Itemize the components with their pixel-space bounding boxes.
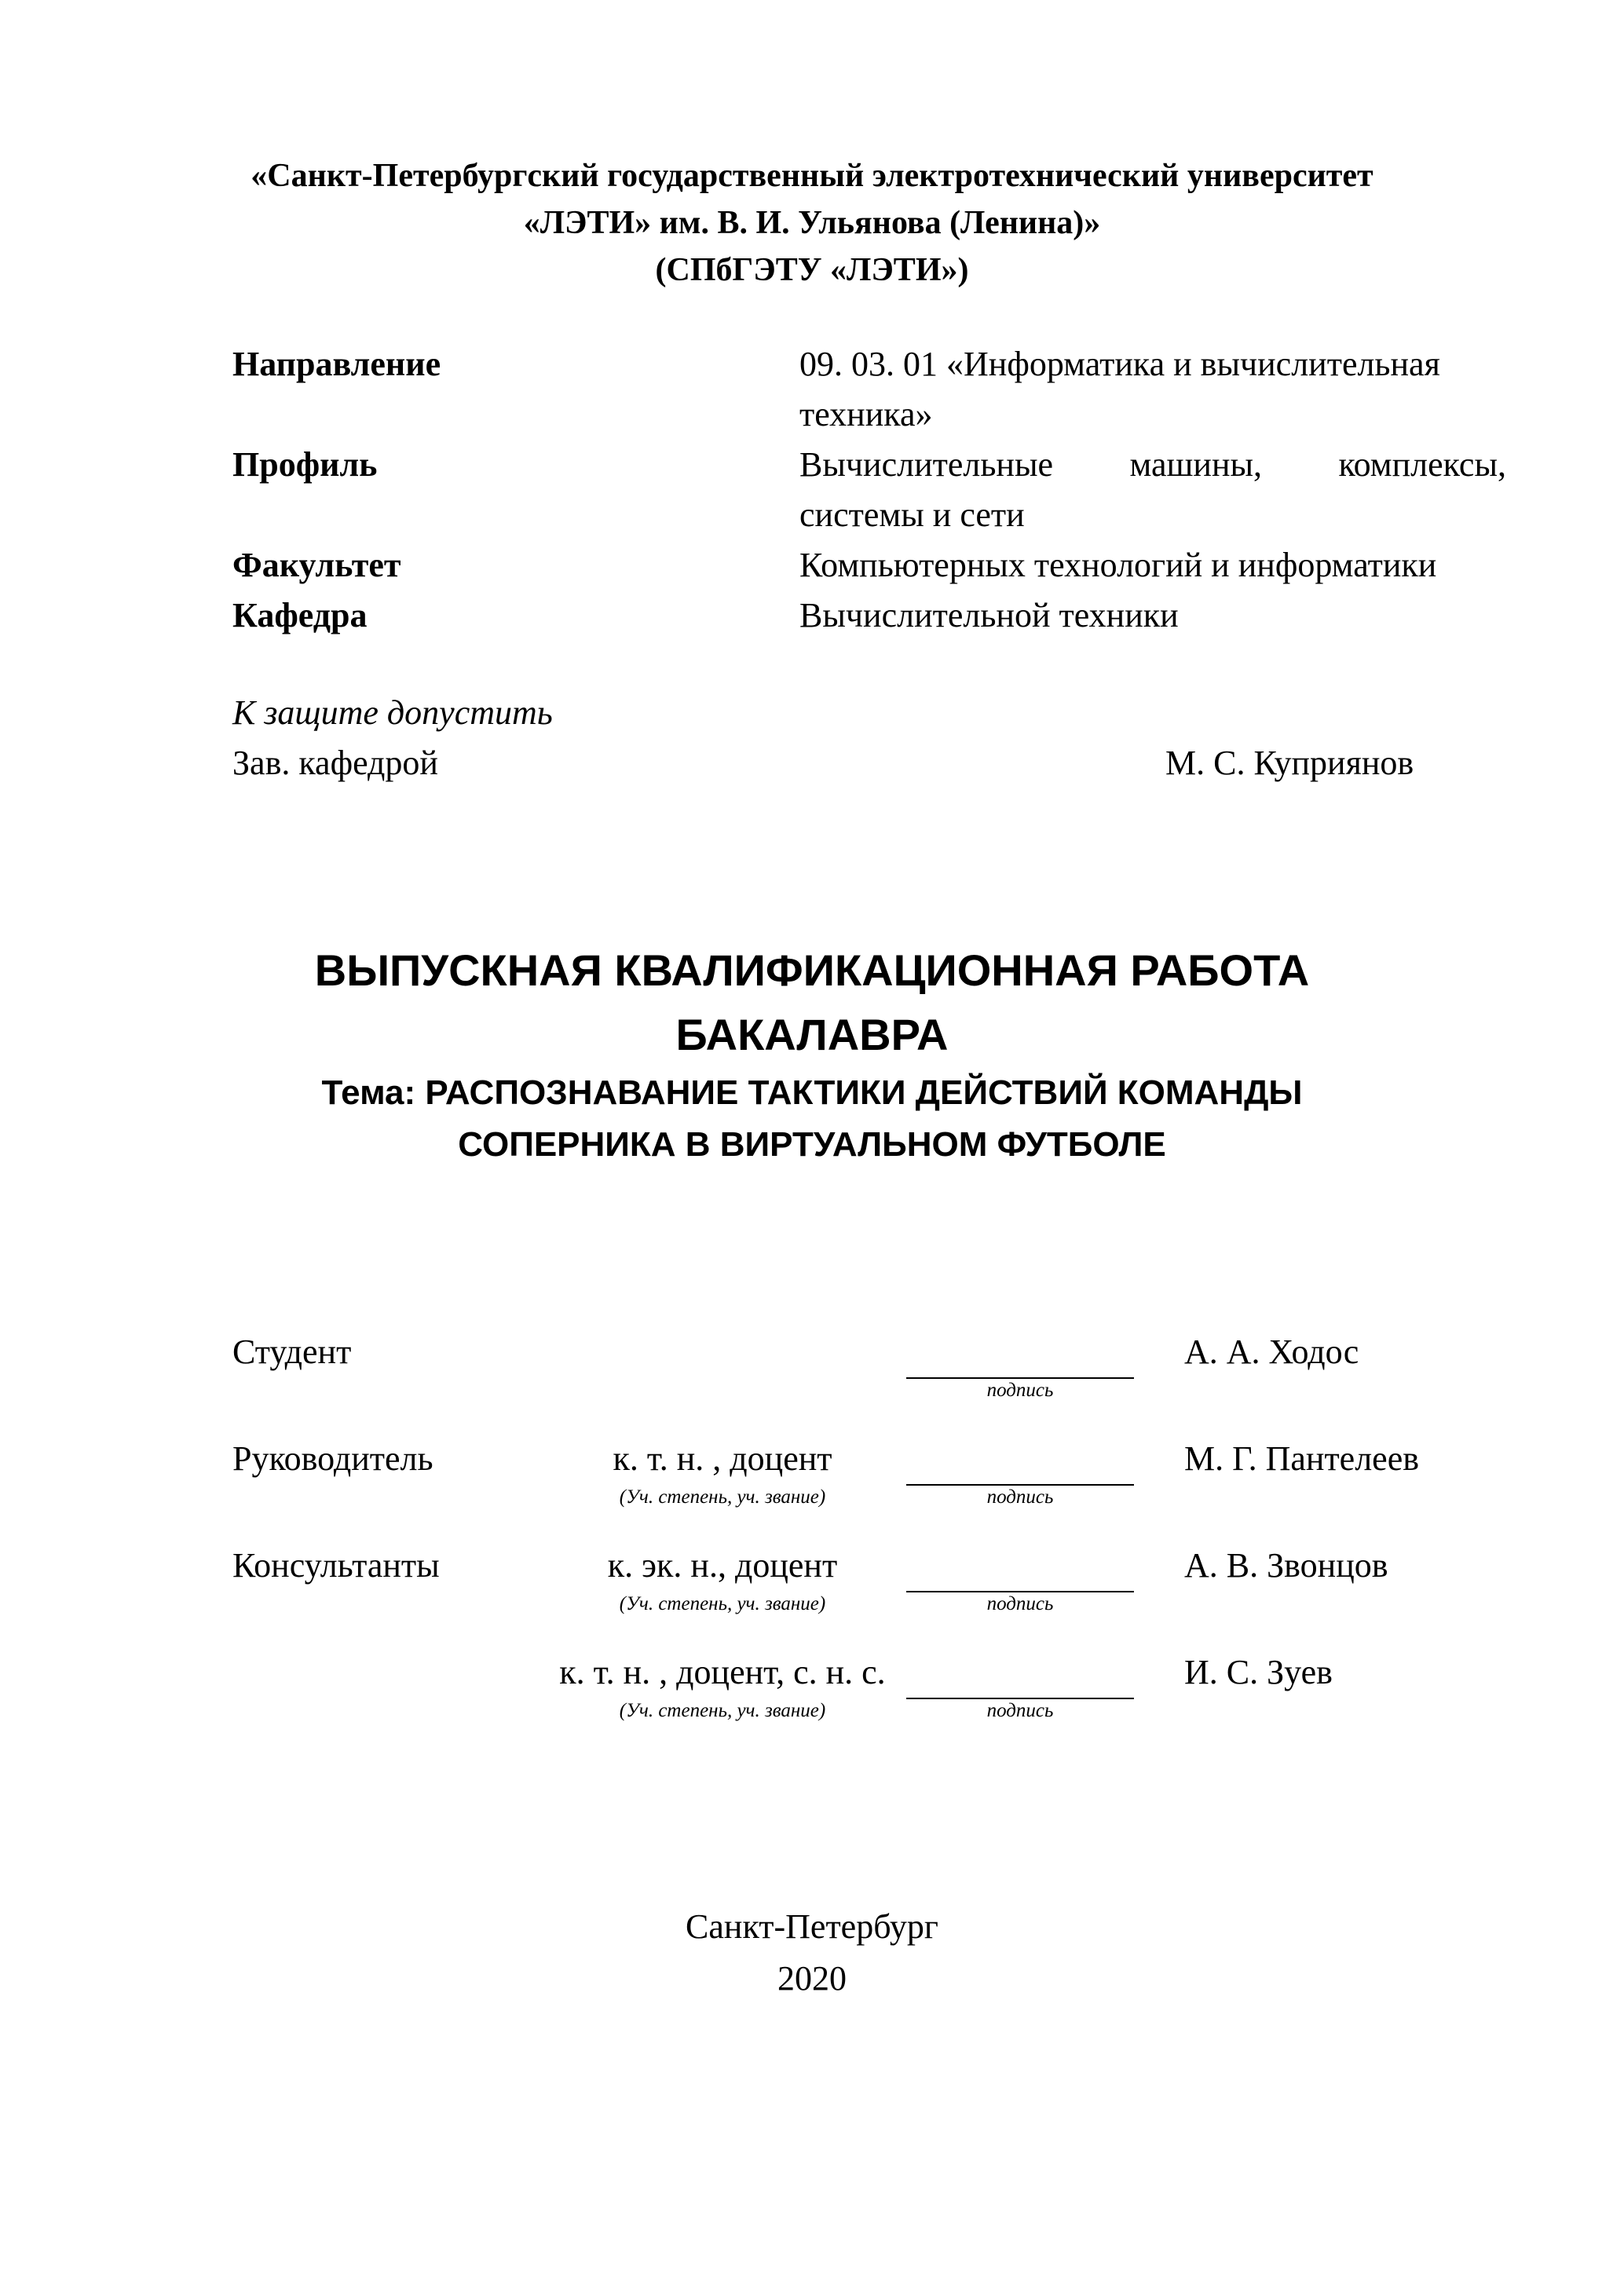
consultant2-rank: к. т. н. , доцент, с. н. с.	[559, 1653, 886, 1691]
head-of-department-label: Зав. кафедрой	[232, 744, 438, 782]
footer-city: Санкт-Петербург	[686, 1907, 938, 1946]
student-role: Студент	[232, 1333, 352, 1371]
work-topic-line2: СОПЕРНИКА В ВИРТУАЛЬНОМ ФУТБОЛЕ	[458, 1125, 1166, 1164]
direction-label: Направление	[232, 345, 441, 383]
direction-value-line2: техника»	[799, 395, 933, 433]
supervisor-rank-caption: (Уч. степень, уч. звание)	[619, 1486, 826, 1508]
consultant1-rank-caption: (Уч. степень, уч. звание)	[619, 1593, 826, 1614]
head-of-department-name: М. С. Куприянов	[1165, 744, 1414, 782]
faculty-value: Компьютерных технологий и информатики	[799, 546, 1437, 584]
supervisor-signature-caption: подпись	[986, 1486, 1054, 1508]
work-topic-line1: Тема: РАСПОЗНАВАНИЕ ТАКТИКИ ДЕЙСТВИЙ КОМАНДЫ	[321, 1073, 1303, 1112]
consultant1-name: А. В. Звонцов	[1184, 1546, 1388, 1585]
consultant2-rank-caption: (Уч. степень, уч. звание)	[619, 1700, 826, 1721]
footer-year: 2020	[777, 1959, 847, 1998]
student-signature-caption: подпись	[986, 1380, 1054, 1401]
supervisor-name: М. Г. Пантелеев	[1184, 1439, 1419, 1478]
admit-to-defense: К защите допустить	[232, 693, 553, 732]
university-name-line2: «ЛЭТИ» им. В. И. Ульянова (Ленина)»	[523, 205, 1101, 241]
department-label: Кафедра	[232, 596, 368, 634]
work-title-line1: ВЫПУСКНАЯ КВАЛИФИКАЦИОННАЯ РАБОТА	[314, 945, 1310, 995]
faculty-label: Факультет	[232, 546, 401, 584]
university-name-line1: «Санкт-Петербургский государственный электротехнический университет	[251, 158, 1373, 194]
profile-label: Профиль	[232, 445, 378, 484]
work-title-line2: БАКАЛАВРА	[675, 1010, 949, 1059]
department-value: Вычислительной техники	[799, 596, 1179, 634]
supervisor-rank: к. т. н. , доцент	[613, 1439, 832, 1478]
consultants-role: Консультанты	[232, 1546, 440, 1585]
consultant1-rank: к. эк. н., доцент	[607, 1546, 838, 1585]
profile-value-line1: Вычислительные машины, комплексы,	[799, 445, 1506, 484]
university-abbr: (СПбГЭТУ «ЛЭТИ»)	[655, 252, 969, 288]
direction-value-line1: 09. 03. 01 «Информатика и вычислительная	[799, 345, 1440, 383]
consultant2-signature-caption: подпись	[986, 1700, 1054, 1721]
student-name: А. А. Ходос	[1184, 1333, 1359, 1371]
consultant2-name: И. С. Зуев	[1184, 1653, 1333, 1691]
consultant1-signature-caption: подпись	[986, 1593, 1054, 1614]
supervisor-role: Руководитель	[232, 1439, 433, 1478]
profile-value-line2: системы и сети	[799, 495, 1025, 534]
